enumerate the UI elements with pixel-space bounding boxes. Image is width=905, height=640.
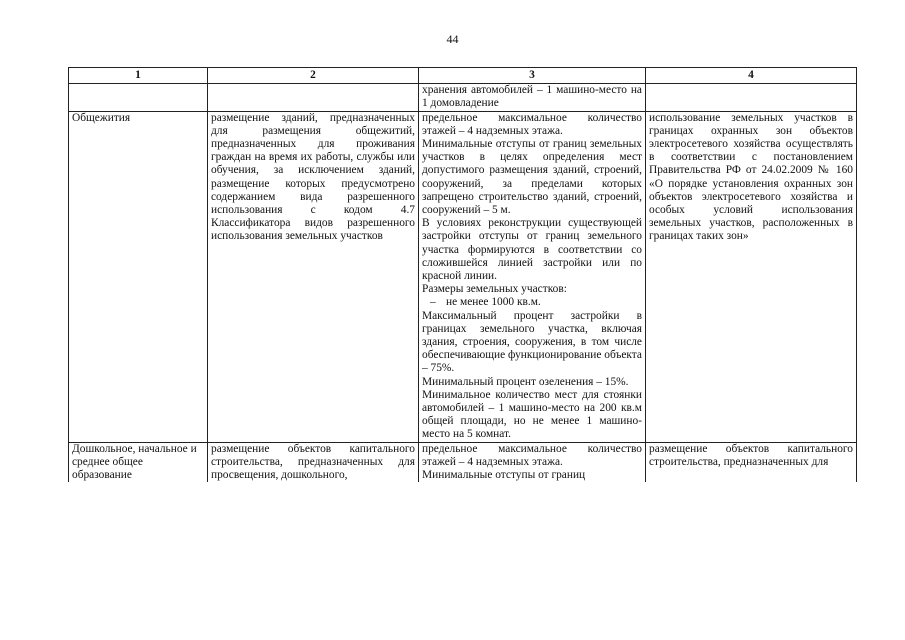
parameter-paragraph: Размеры земельных участков: [422, 283, 567, 296]
parameters-cell [419, 442, 646, 482]
column-header-4: 4 [646, 68, 857, 84]
table-row [69, 111, 857, 442]
table-header-row [69, 68, 857, 84]
continuation-cell-1 [69, 84, 208, 111]
continuation-cell-4 [646, 84, 857, 111]
continuation-cell-3: хранения автомобилей – 1 машино-место на 1 домовладение [419, 84, 646, 111]
dash-bullet-icon: – [430, 296, 436, 309]
regulations-table [68, 67, 857, 482]
parameter-paragraph: Минимальный процент озеленения – 15%. [422, 375, 629, 388]
column-header-1: 1 [69, 68, 208, 84]
restrictions-cell: размещение объектов капитального строительства, предназначенных для [646, 442, 857, 482]
use-description-cell: размещение объектов капитального строительства, предназначенных для просвещения, дошкольного, [208, 442, 419, 482]
parameter-paragraph: Минимальное количество мест для стоянки автомобилей – 1 машино-место на 200 кв.м общей площади, но не менее 1 машино-место на 5 комнат. [422, 388, 642, 441]
page-number: 44 [446, 32, 459, 46]
parameter-paragraph: предельное максимальное количество этажей – 4 надземных этажа. [422, 442, 642, 468]
column-header-2: 2 [208, 68, 419, 84]
parameters-cell [419, 111, 646, 442]
column-header-3: 3 [419, 68, 646, 84]
parameter-paragraph: Минимальные отступы от границ [422, 469, 586, 482]
use-name-cell: Дошкольное, начальное и среднее общее образование [69, 442, 208, 482]
parameter-paragraph: предельное максимальное количество этажей – 4 надземных этажа. [422, 111, 642, 137]
table-row [69, 442, 857, 482]
parameter-paragraph: Максимальный процент застройки в границах земельного участка, включая здания, строения, сооружения, в том числе обеспечивающие функционирование объекта – 75%. [422, 309, 642, 375]
continuation-cell-2 [208, 84, 419, 111]
restrictions-cell: использование земельных участков в границах охранных зон объектов электросетевого хозяйства осуществлять в соответствии с постановлением Правительства РФ от 24.02.2009 № 160 «О порядке установления охранных зон объектов электросетевого хозяйства и особых условий использования земельных участков, расположенных в границах таких зон» [646, 111, 857, 442]
continuation-row [69, 84, 857, 111]
use-description-cell: размещение зданий, предназначенных для размещения общежитий, предназначенных для проживания граждан на время их работы, службы или обучения, за исключением зданий, размещение которых предусмотрено содержанием вида разрешенного использования с кодом 4.7 Классификатора видов разрешенного использования земельных участков [208, 111, 419, 442]
use-name-cell: Общежития [69, 111, 208, 442]
parameter-paragraph: В условиях реконструкции существующей застройки отступы от границ земельного участка формируются в соответствии со сложившейся линией застройки или по красной линии. [422, 217, 642, 283]
parameter-bullet [422, 296, 642, 309]
parameter-paragraph: Минимальные отступы от границ земельных участков в целях определения мест допустимого размещения зданий, строений, сооружений, за пределами которых запрещено строительство зданий, строений, сооружений – 5 м. [422, 138, 642, 217]
parameter-bullet-text: не менее 1000 кв.м. [446, 296, 541, 309]
